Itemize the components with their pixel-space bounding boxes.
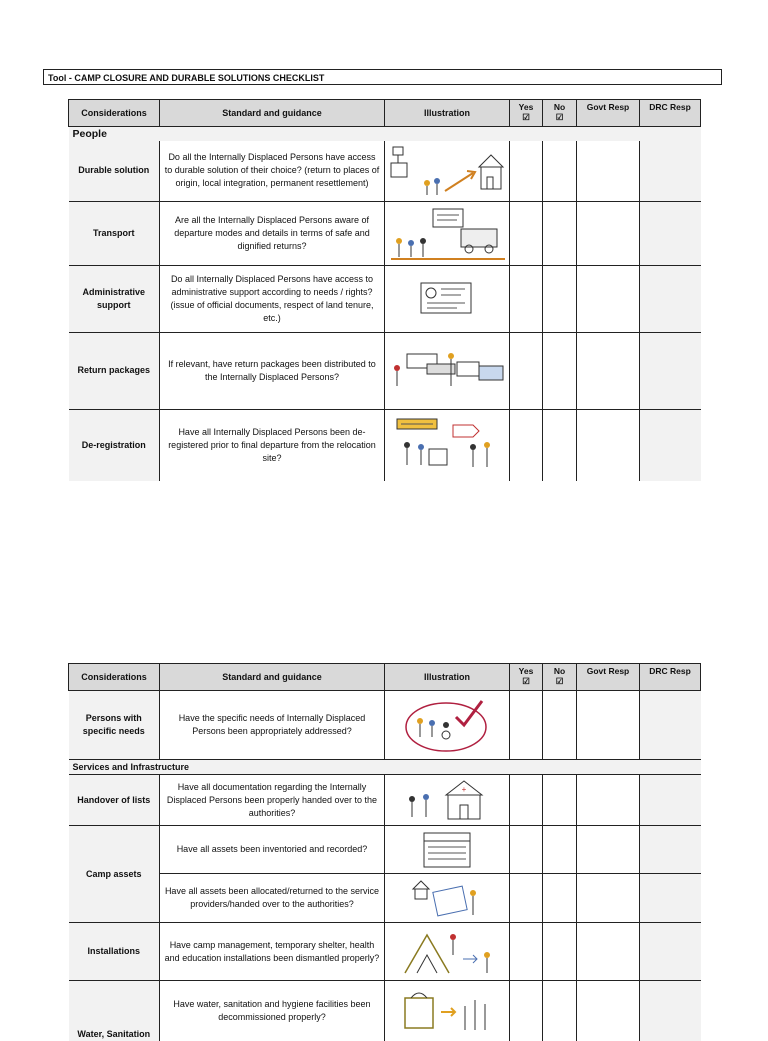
guidance-cell: Have water, sanitation and hygiene facilities been decommissioned properly? <box>160 981 385 1041</box>
installations-sketch-icon <box>397 925 497 979</box>
checkbox-icon: ☑ <box>555 676 564 686</box>
consideration-cell: Water, Sanitation <box>69 981 160 1041</box>
no-checkbox-cell[interactable] <box>543 332 577 409</box>
illustration-assets-handover <box>385 874 510 923</box>
yes-checkbox-cell[interactable] <box>510 141 543 201</box>
consideration-cell: Camp assets <box>69 826 160 923</box>
govt-resp-cell[interactable] <box>577 141 640 201</box>
drc-resp-cell[interactable] <box>640 409 701 481</box>
drc-resp-cell[interactable] <box>640 201 701 265</box>
drc-resp-cell[interactable] <box>640 332 701 409</box>
guidance-cell: Have all assets been allocated/returned to the service providers/handed over to the authorities? <box>160 874 385 923</box>
no-checkbox-cell[interactable] <box>543 874 577 923</box>
govt-resp-cell[interactable] <box>577 332 640 409</box>
yes-checkbox-cell[interactable] <box>510 981 543 1041</box>
checklist-table-services <box>68 663 701 1041</box>
header-considerations: Considerations <box>69 664 160 691</box>
section-label: Services and Infrastructure <box>69 760 701 775</box>
consideration-cell: Return packages <box>69 332 160 409</box>
no-checkbox-cell[interactable] <box>543 691 577 760</box>
yes-checkbox-cell[interactable] <box>510 874 543 923</box>
table-row <box>69 265 701 332</box>
consideration-cell: Transport <box>69 201 160 265</box>
consideration-cell: De-registration <box>69 409 160 481</box>
illustration-installations <box>385 923 510 981</box>
no-checkbox-cell[interactable] <box>543 826 577 874</box>
consideration-cell: Administrative support <box>69 265 160 332</box>
no-checkbox-cell[interactable] <box>543 409 577 481</box>
illustration-return-packages <box>385 332 510 409</box>
header-no: No ☑ <box>543 664 577 691</box>
govt-resp-cell[interactable] <box>577 775 640 826</box>
drc-resp-cell[interactable] <box>640 826 701 874</box>
checkbox-icon: ☑ <box>522 112 530 122</box>
header-drc-resp: DRC Resp <box>640 664 701 691</box>
yes-checkbox-cell[interactable] <box>510 201 543 265</box>
illustration-durable-solution <box>385 141 510 201</box>
yes-checkbox-cell[interactable] <box>510 775 543 826</box>
assets-handover-sketch-icon <box>407 875 487 921</box>
guidance-cell: Do all Internally Displaced Persons have access to administrative support according to needs / rights? (issue of official documents, respect of land tenure, etc.) <box>160 265 385 332</box>
svg-text:+: + <box>461 785 467 794</box>
assets-register-icon <box>412 829 482 871</box>
handover-sketch-icon <box>402 777 492 823</box>
table-row <box>69 923 701 981</box>
govt-resp-cell[interactable] <box>577 826 640 874</box>
guidance-cell: Have camp management, temporary shelter, health and education installations been dismantled properly? <box>160 923 385 981</box>
header-illustration: Illustration <box>385 100 510 127</box>
drc-resp-cell[interactable] <box>640 775 701 826</box>
consideration-cell: Persons with specific needs <box>69 691 160 760</box>
table-row <box>69 409 701 481</box>
section-people <box>69 127 701 142</box>
section-services-infrastructure <box>69 760 701 775</box>
consideration-cell: Handover of lists <box>69 775 160 826</box>
return-packages-sketch-icon <box>387 346 507 396</box>
drc-resp-cell[interactable] <box>640 141 701 201</box>
drc-resp-cell[interactable] <box>640 923 701 981</box>
table-header-row <box>69 100 701 127</box>
illustration-handover <box>385 775 510 826</box>
id-card-icon <box>417 279 477 319</box>
table-row <box>69 981 701 1041</box>
illustration-assets-inventory <box>385 826 510 874</box>
header-yes: Yes ☑ <box>510 100 543 127</box>
illustration-deregistration <box>385 409 510 481</box>
header-govt-resp: Govt Resp <box>577 100 640 127</box>
govt-resp-cell[interactable] <box>577 923 640 981</box>
consideration-cell: Durable solution <box>69 141 160 201</box>
yes-checkbox-cell[interactable] <box>510 691 543 760</box>
water-sanitation-sketch-icon <box>397 986 497 1036</box>
document-title: Tool - CAMP CLOSURE AND DURABLE SOLUTIONS CHECKLIST <box>43 69 722 85</box>
table-row <box>69 874 701 923</box>
header-no: No ☑ <box>543 100 577 127</box>
yes-checkbox-cell[interactable] <box>510 265 543 332</box>
specific-needs-sketch-icon <box>402 695 492 755</box>
govt-resp-cell[interactable] <box>577 409 640 481</box>
durable-solution-sketch-icon <box>387 143 507 199</box>
guidance-cell: Have the specific needs of Internally Displaced Persons been appropriately addressed? <box>160 691 385 760</box>
header-considerations: Considerations <box>69 100 160 127</box>
govt-resp-cell[interactable] <box>577 265 640 332</box>
govt-resp-cell[interactable] <box>577 981 640 1041</box>
govt-resp-cell[interactable] <box>577 691 640 760</box>
govt-resp-cell[interactable] <box>577 201 640 265</box>
guidance-cell: If relevant, have return packages been distributed to the Internally Displaced Persons? <box>160 332 385 409</box>
illustration-specific-needs <box>385 691 510 760</box>
checkbox-icon: ☑ <box>555 112 564 122</box>
illustration-administrative <box>385 265 510 332</box>
table-row <box>69 691 701 760</box>
no-checkbox-cell[interactable] <box>543 923 577 981</box>
deregistration-sketch-icon <box>387 415 507 475</box>
drc-resp-cell[interactable] <box>640 981 701 1041</box>
illustration-transport <box>385 201 510 265</box>
guidance-cell: Have all Internally Displaced Persons been de-registered prior to final departure from the relocation site? <box>160 409 385 481</box>
header-standard: Standard and guidance <box>160 100 385 127</box>
guidance-cell: Have all assets been inventoried and recorded? <box>160 826 385 874</box>
header-drc-resp: DRC Resp <box>640 100 701 127</box>
no-checkbox-cell[interactable] <box>543 981 577 1041</box>
consideration-cell: Installations <box>69 923 160 981</box>
drc-resp-cell[interactable] <box>640 265 701 332</box>
table-row <box>69 826 701 874</box>
govt-resp-cell[interactable] <box>577 874 640 923</box>
no-checkbox-cell[interactable] <box>543 201 577 265</box>
table-row <box>69 332 701 409</box>
drc-resp-cell[interactable] <box>640 691 701 760</box>
no-checkbox-cell[interactable] <box>543 775 577 826</box>
table-row <box>69 775 701 826</box>
table-header-row <box>69 664 701 691</box>
no-checkbox-cell[interactable] <box>543 265 577 332</box>
section-label: People <box>69 127 701 142</box>
illustration-water-sanitation <box>385 981 510 1041</box>
checklist-table-people <box>68 99 701 481</box>
guidance-cell: Do all the Internally Displaced Persons have access to durable solution of their choice? (return to places of origin, local integration, permanent resettlement) <box>160 141 385 201</box>
guidance-cell: Have all documentation regarding the Internally Displaced Persons been properly handed over to the authorities? <box>160 775 385 826</box>
yes-checkbox-cell[interactable] <box>510 923 543 981</box>
header-govt-resp: Govt Resp <box>577 664 640 691</box>
yes-checkbox-cell[interactable] <box>510 826 543 874</box>
header-illustration: Illustration <box>385 664 510 691</box>
table-row <box>69 201 701 265</box>
checkbox-icon: ☑ <box>522 676 530 686</box>
drc-resp-cell[interactable] <box>640 874 701 923</box>
no-checkbox-cell[interactable] <box>543 141 577 201</box>
table-row <box>69 141 701 201</box>
header-standard: Standard and guidance <box>160 664 385 691</box>
header-yes: Yes ☑ <box>510 664 543 691</box>
guidance-cell: Are all the Internally Displaced Persons aware of departure modes and details in terms of safe and dignified returns? <box>160 201 385 265</box>
transport-sketch-icon <box>387 203 507 263</box>
yes-checkbox-cell[interactable] <box>510 409 543 481</box>
yes-checkbox-cell[interactable] <box>510 332 543 409</box>
